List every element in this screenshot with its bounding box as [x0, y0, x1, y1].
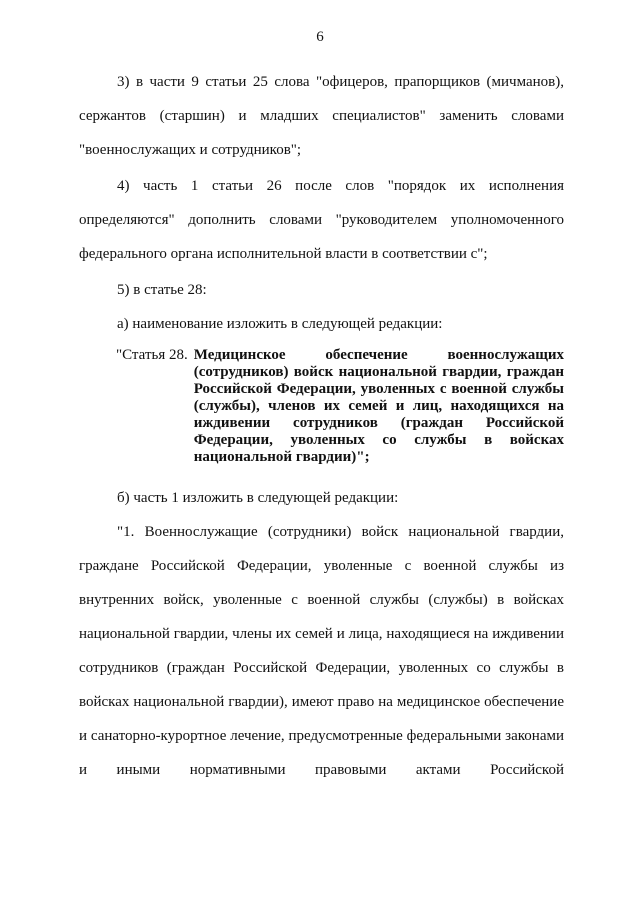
paragraph-item-a: а) наименование изложить в следующей редакции: [117, 316, 443, 332]
page-number: 6 [316, 29, 324, 45]
paragraph-item-5: 5) в статье 28: [117, 282, 207, 298]
paragraph-part-1: "1. Военнослужащие (сотрудники) войск национальной гвардии, граждане Российской Федерации, уволенные с военной службы из внутренних войск, уволенные с военной службы (службы) в войсках национальной гвардии, члены их семей и лица, находящиеся на иждивении сотрудников (граждан Российской Федерации, уволенных со службы в войсках национальной гвардии), имеют право на медицинское обеспечение и санаторно-курортное лечение, предусмотренные федеральными законами и иными нормативными правовыми актами Российской [79, 524, 564, 778]
paragraph-item-b: б) часть 1 изложить в следующей редакции: [117, 490, 399, 506]
paragraph-item-3: 3) в части 9 статьи 25 слова "офицеров, прапорщиков (мичманов), сержантов (старшин) и младших специалистов" заменить словами "военнослужащих и сотрудников"; [79, 74, 564, 158]
article-heading [116, 347, 564, 466]
article-label: "Статья 28. [116, 347, 188, 363]
paragraph-item-4: 4) часть 1 статьи 26 после слов "порядок их исполнения определяются" дополнить словами "руководителем уполномоченного федерального органа исполнительной власти в соответствии с"; [79, 178, 564, 262]
article-title: Медицинское обеспечение военнослужащих (сотрудников) войск национальной гвардии, граждан Российской Федерации, уволенных с военной службы (службы), членов их семей и лиц, находящихся на иждивении сотрудников (граждан Российской Федерации, уволенных со службы в войсках национальной гвардии)"; [193, 347, 564, 465]
